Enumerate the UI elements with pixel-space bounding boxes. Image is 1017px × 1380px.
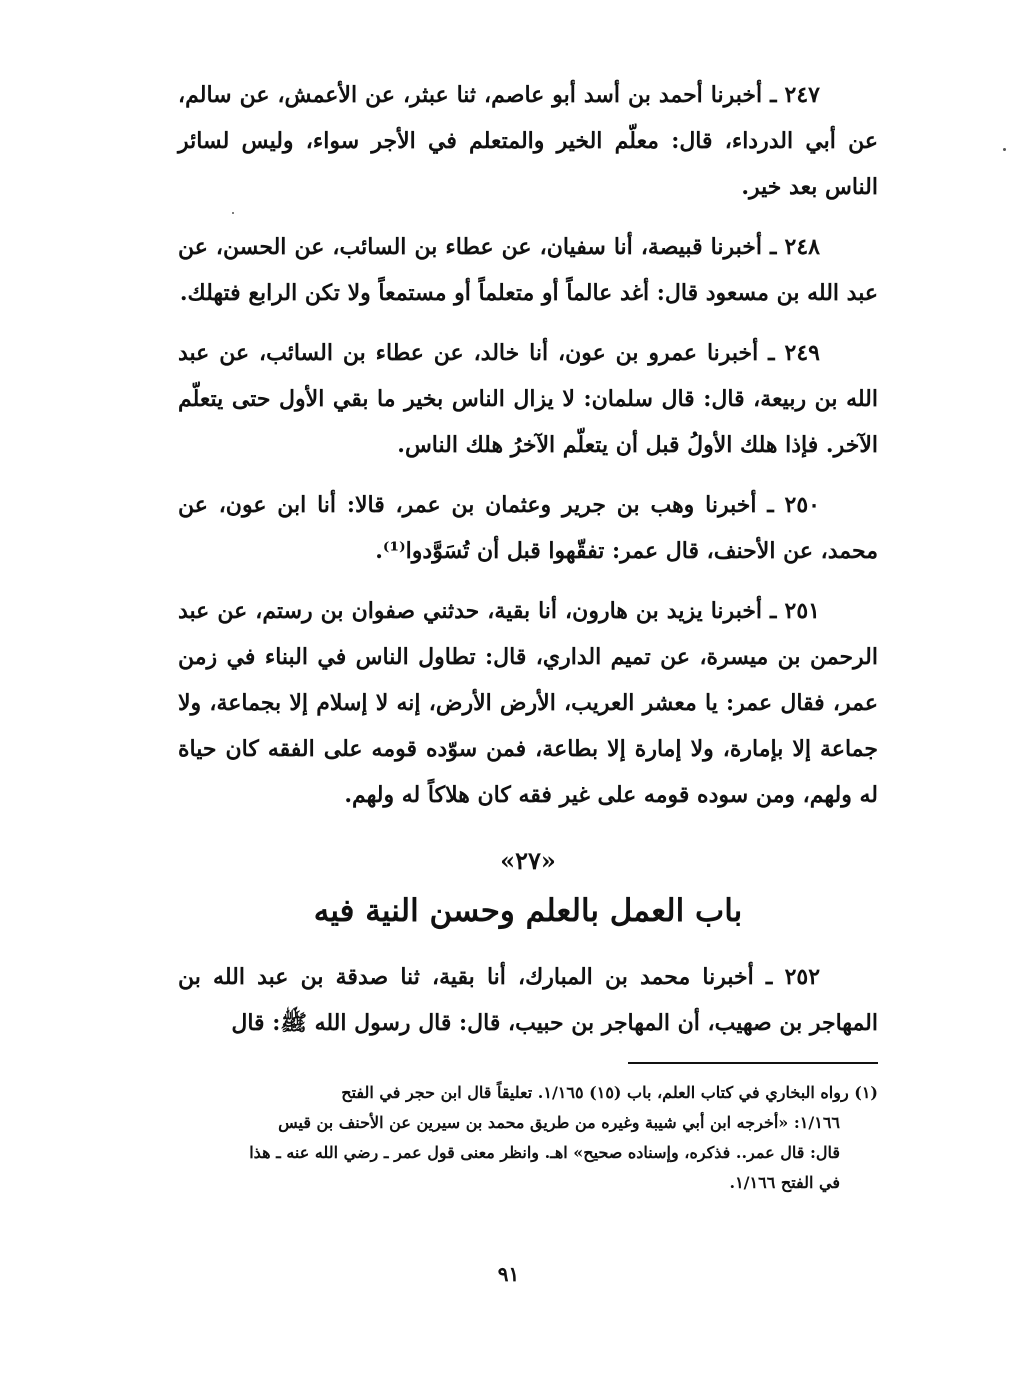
- hadith-paragraph-248: [178, 224, 878, 316]
- hadith-number: ٢٤٨: [784, 234, 820, 260]
- page-body: [178, 72, 878, 1362]
- hadith-number: ٢٥١: [784, 598, 820, 624]
- hadith-number: ٢٥٠: [784, 492, 820, 518]
- hadith-number: ٢٤٧: [784, 82, 820, 108]
- footnote-line: ١/١٦٦: «أخرجه ابن أبي شيبة وغيره من طريق محمد بن سيرين عن الأحنف بن قيس: [278, 1113, 840, 1132]
- footnote-line: قال: قال عمر.. فذكره، وإسناده صحيح» اهـ. وانظر معنى قول عمر ـ رضي الله عنه ـ هذا: [249, 1143, 840, 1162]
- hadith-number: ٢٥٢: [784, 964, 821, 990]
- hadith-text: ـ أخبرنا أحمد بن أسد أبو عاصم، ثنا عبثر، عن الأعمش، عن سالم، عن أبي الدرداء، قال: معلّم الخير والمتعلم في الأجر سواء، وليس لسائر الناس بعد خير.: [178, 82, 878, 200]
- chapter-number: «٢٧»: [500, 846, 556, 875]
- footnote-line: (١) رواه البخاري في كتاب العلم، باب (١٥) ١/١٦٥. تعليقاً قال ابن حجر في الفتح: [341, 1083, 878, 1102]
- page-number: ٩١: [497, 1262, 520, 1286]
- hadith-paragraph-252: [178, 954, 878, 1046]
- scan-speck: [232, 212, 234, 214]
- hadith-paragraph-247: [178, 72, 878, 210]
- scan-speck: [1003, 148, 1006, 151]
- hadith-text: ـ أخبرنا عمرو بن عون، أنا خالد، عن عطاء بن السائب، عن عبد الله بن ربيعة، قال: قال سلمان: لا يزال الناس بخير ما بقي الأول حتى يتعلّم الآخر. فإذا هلك الأولُ قبل أن يتعلّم الآخرُ هلك الناس.: [178, 340, 878, 458]
- footnote-divider: [628, 1062, 878, 1064]
- hadith-text: ـ أخبرنا محمد بن المبارك، أنا بقية، ثنا صدقة بن عبد الله بن المهاجر بن صهيب، أن المهاجر بن حبيب، قال: قال رسول الله ﷺ: قال: [178, 964, 878, 1036]
- chapter-title: باب العمل بالعلم وحسن النية فيه: [313, 893, 743, 929]
- hadith-paragraph-251: [178, 588, 878, 818]
- footnote-line: في الفتح ١/١٦٦.: [729, 1173, 840, 1192]
- footnote: [178, 1078, 878, 1198]
- hadith-paragraph-250: [178, 482, 878, 574]
- hadith-text: ـ أخبرنا يزيد بن هارون، أنا بقية، حدثني صفوان بن رستم، عن عبد الرحمن بن ميسرة، عن تميم الداري، قال: تطاول الناس في البناء في زمن عمر، فقال عمر: يا معشر العريب، الأرض الأرض، إنه لا إسلام إلا بجماعة، ولا جماعة إلا بإمارة، ولا إمارة إلا بطاعة، فمن سوّده قومه على الفقه كان حياة له ولهم، ومن سوده قومه على غير فقه كان هلاكاً له ولهم.: [178, 598, 878, 808]
- hadith-text: ـ أخبرنا قبيصة، أنا سفيان، عن عطاء بن السائب، عن الحسن، عن عبد الله بن مسعود قال: أغد عالماً أو متعلماً أو مستمعاً ولا تكن الرابع فتهلك.: [178, 234, 878, 306]
- hadith-number: ٢٤٩: [784, 340, 820, 366]
- hadith-text: ـ أخبرنا وهب بن جرير وعثمان بن عمر، قالا: أنا ابن عون، عن محمد، عن الأحنف، قال عمر: تفقّهوا قبل أن تُسَوَّدوا⁽¹⁾.: [178, 492, 878, 564]
- hadith-paragraph-249: [178, 330, 878, 468]
